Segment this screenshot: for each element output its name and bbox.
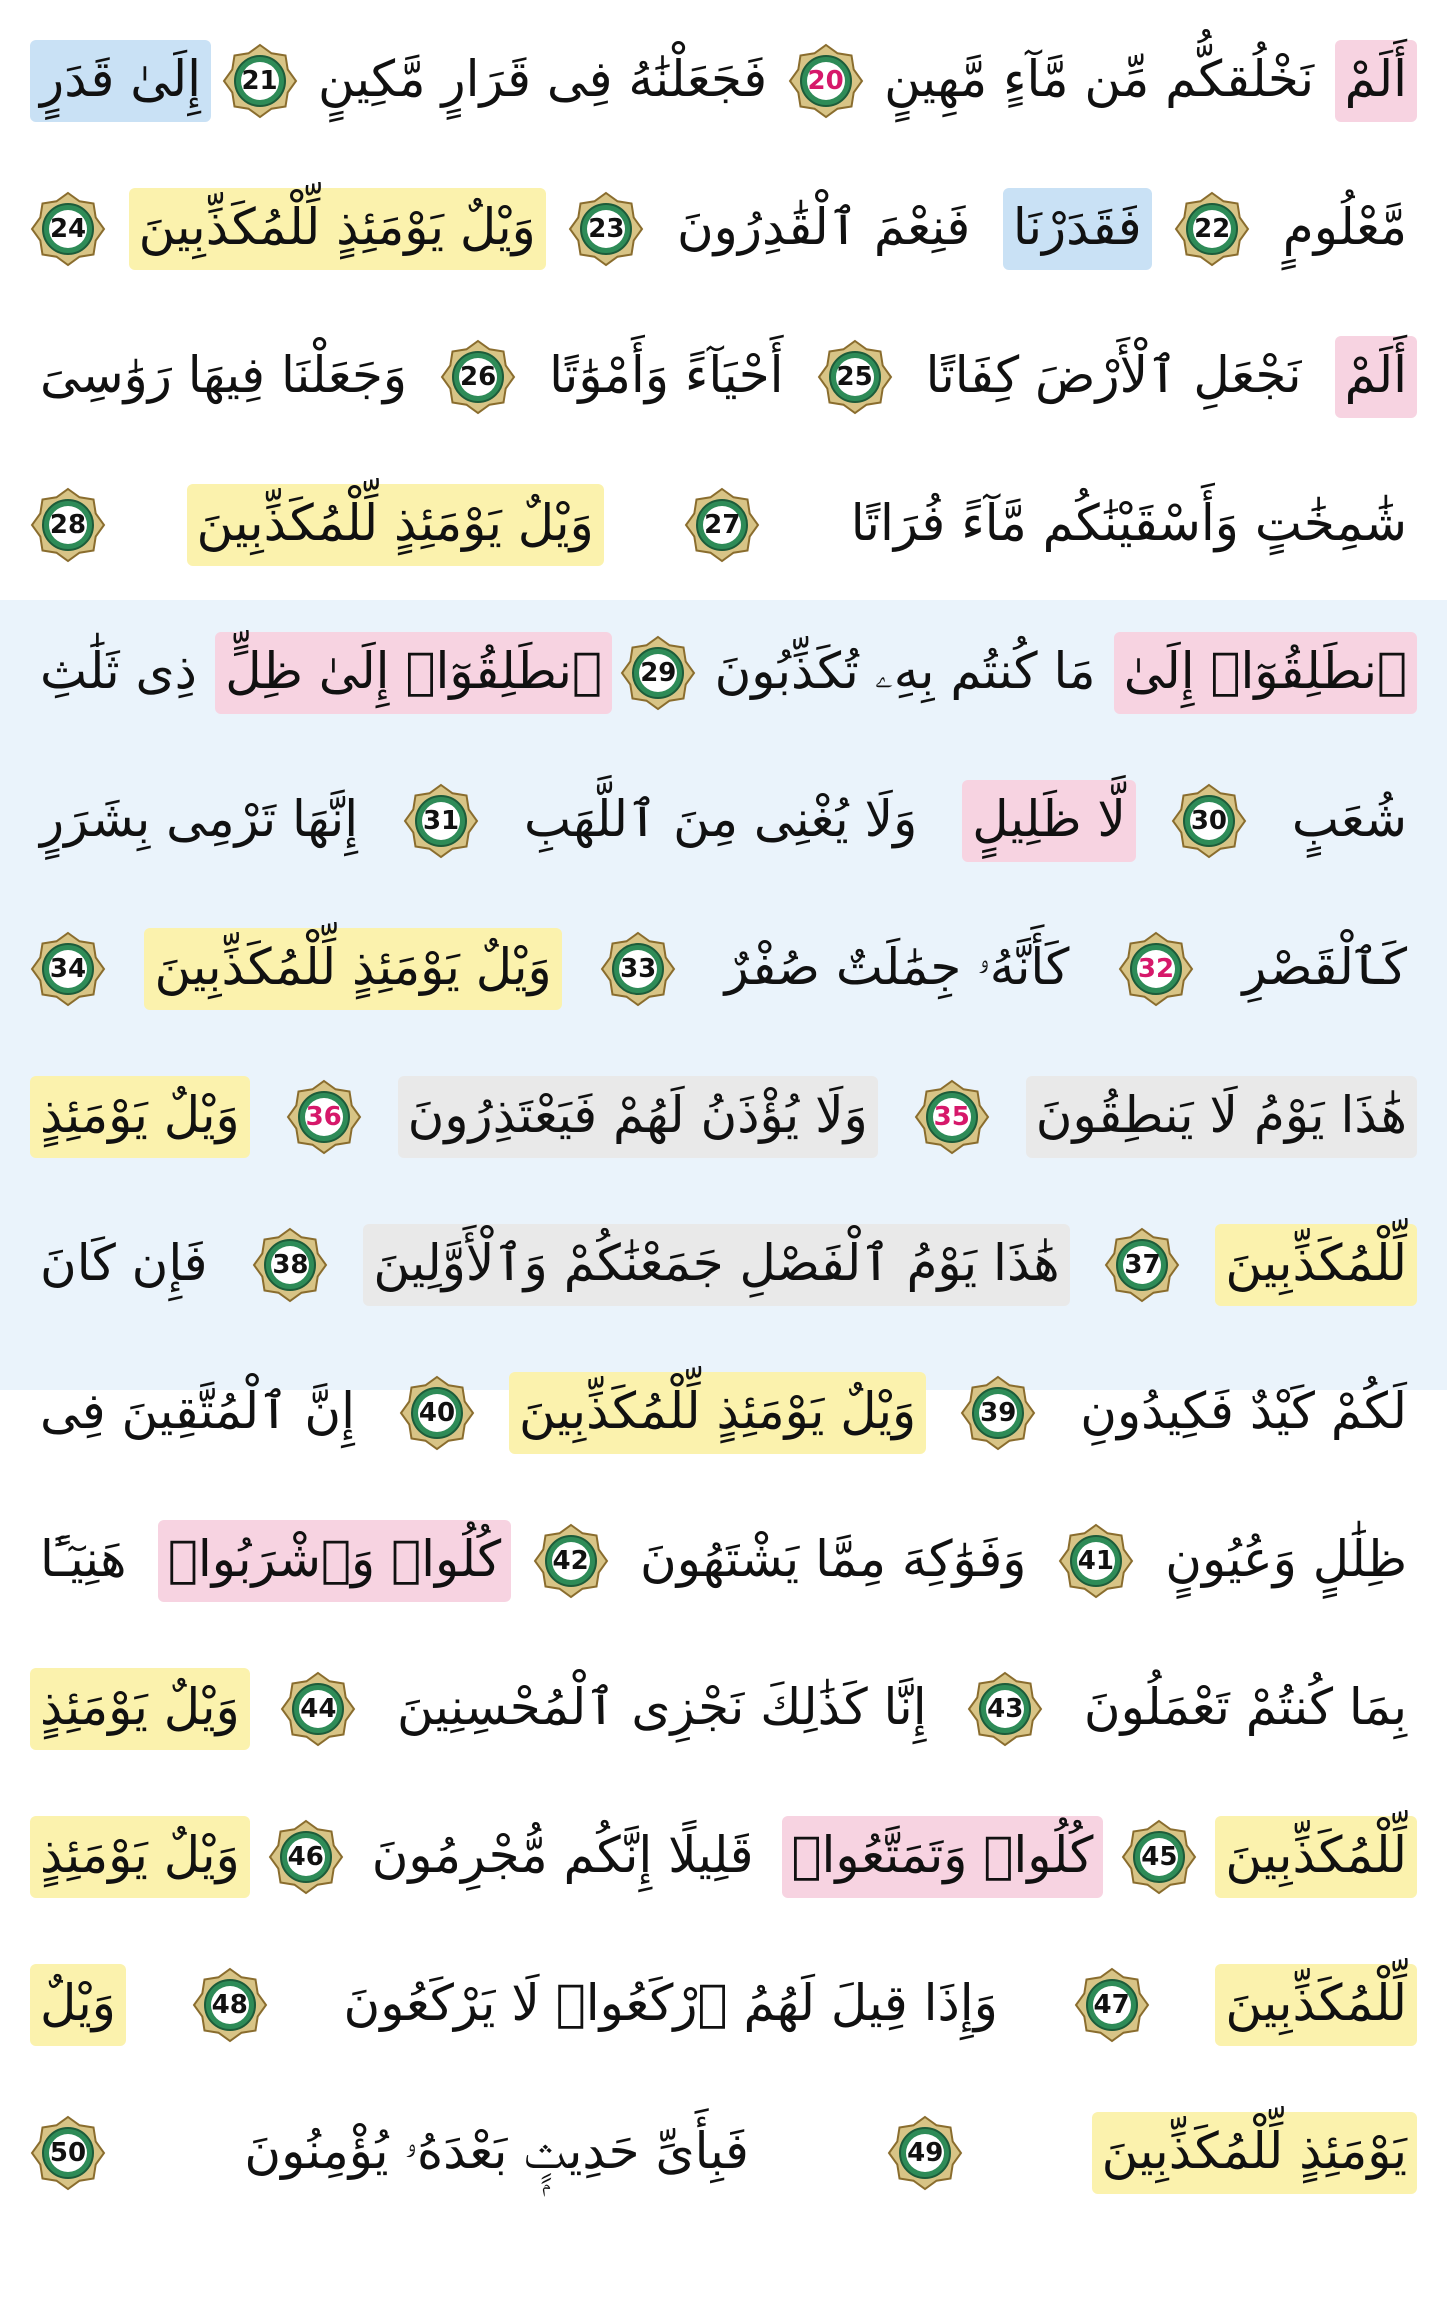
ayah-number-marker (1118, 931, 1194, 1007)
verse-line (30, 1668, 1417, 1750)
verse-line (30, 1372, 1417, 1454)
verse-text: شَٰمِخَٰتٍ وَأَسْقَيْنَٰكُم مَّآءً فُرَاتًا (850, 494, 1407, 552)
ayah-number-marker (222, 43, 298, 119)
ayah-number-marker (600, 931, 676, 1007)
highlighted-text: أَلَمْ (1335, 40, 1417, 122)
ayah-number: 43 (987, 1694, 1024, 1724)
highlighted-text: كُلُوا۟ وَتَمَتَّعُوا۟ (782, 1816, 1104, 1898)
ayah-number-marker (30, 931, 106, 1007)
ayah-number-marker (1174, 191, 1250, 267)
ayah-number: 24 (49, 214, 87, 244)
ayah-number-marker (399, 1375, 475, 1451)
verse-line (30, 1076, 1417, 1158)
highlighted-text: كُلُوا۟ وَٱشْرَبُوا۟ (158, 1520, 511, 1602)
verse-line (30, 632, 1417, 714)
ayah-number-marker (268, 1819, 344, 1895)
ayah-number: 22 (1194, 214, 1231, 244)
ayah-number: 36 (305, 1102, 342, 1132)
verse-text: ظِلَٰلٍ وَعُيُونٍ (1165, 1530, 1407, 1588)
verse-line (30, 484, 1417, 566)
verse-text: شُعَبٍ (1291, 790, 1407, 848)
verse-text: نَخْلُقكُّم مِّن مَّآءٍ مَّهِينٍ (884, 50, 1315, 108)
verse-text: هَنِيٓـًٔا (40, 1530, 127, 1588)
ayah-number: 50 (49, 2138, 87, 2168)
verse-text: وَإِذَا قِيلَ لَهُمُ ٱرْكَعُوا۟ لَا يَرْكَعُونَ (343, 1974, 998, 2032)
highlighted-text: لِّلْمُكَذِّبِينَ (1215, 1224, 1417, 1306)
ayah-number-marker (30, 487, 106, 563)
ayah-number: 31 (422, 806, 460, 836)
highlighted-text: وَيْلٌ يَوْمَئِذٍ لِّلْمُكَذِّبِينَ (129, 188, 546, 270)
highlighted-text: وَيْلٌ يَوْمَئِذٍ لِّلْمُكَذِّبِينَ (144, 928, 561, 1010)
verse-line (30, 188, 1417, 270)
verse-text: بِمَا كُنتُمْ تَعْمَلُونَ (1083, 1678, 1407, 1736)
verse-line (30, 1964, 1417, 2046)
verse-text: إِنَّهَا تَرْمِى بِشَرَرٍ (40, 790, 359, 848)
verse-line (30, 1520, 1417, 1602)
highlighted-text: ٱنطَلِقُوٓا۟ إِلَىٰ ظِلٍّ (215, 632, 612, 714)
highlighted-text: وَيْلٌ يَوْمَئِذٍ (30, 1816, 250, 1898)
highlighted-text: لَّا ظَلِيلٍ (962, 780, 1136, 862)
ayah-number: 28 (49, 510, 87, 540)
ayah-number: 30 (1190, 806, 1227, 836)
ayah-number: 25 (836, 362, 873, 392)
ayah-number: 38 (272, 1250, 309, 1280)
ayah-number: 49 (907, 2138, 944, 2168)
ayah-number: 48 (211, 1990, 248, 2020)
ayah-number: 32 (1137, 954, 1175, 984)
ayah-number: 20 (807, 66, 844, 96)
ayah-number-marker (887, 2115, 963, 2191)
verse-line (30, 40, 1417, 122)
verse-text: فَبِأَىِّ حَدِيثٍۭ بَعْدَهُۥ يُؤْمِنُونَ (244, 2122, 749, 2180)
ayah-number: 23 (588, 214, 625, 244)
highlighted-text: أَلَمْ (1335, 336, 1417, 418)
ayah-number-marker (568, 191, 644, 267)
highlighted-text: ٱنطَلِقُوٓا۟ إِلَىٰ (1114, 632, 1417, 714)
ayah-number: 33 (620, 954, 657, 984)
verse-text: قَلِيلًا إِنَّكُم مُّجْرِمُونَ (371, 1826, 754, 1884)
verse-line (30, 336, 1417, 418)
ayah-number-marker (1171, 783, 1247, 859)
verse-line (30, 1816, 1417, 1898)
ayah-number-marker (533, 1523, 609, 1599)
verse-text: فَإِن كَانَ (40, 1234, 208, 1292)
ayah-number-marker (252, 1227, 328, 1303)
verse-line (30, 2112, 1417, 2194)
ayah-number-marker (1074, 1967, 1150, 2043)
ayah-number-marker (30, 191, 106, 267)
highlighted-text: هَٰذَا يَوْمُ ٱلْفَصْلِ جَمَعْنَٰكُمْ وَٱلْأَوَّلِينَ (363, 1224, 1069, 1306)
ayah-number: 26 (460, 362, 497, 392)
ayah-number-marker (967, 1671, 1043, 1747)
verse-line (30, 780, 1417, 862)
ayah-number-marker (684, 487, 760, 563)
verse-text: إِنَّ ٱلْمُتَّقِينَ فِى (40, 1382, 355, 1440)
verse-text: إِنَّا كَذَٰلِكَ نَجْزِى ٱلْمُحْسِنِينَ (396, 1678, 927, 1736)
highlighted-text: يَوْمَئِذٍ لِّلْمُكَذِّبِينَ (1092, 2112, 1417, 2194)
verse-text: لَكُمْ كَيْدٌ فَكِيدُونِ (1080, 1382, 1407, 1440)
ayah-number: 40 (418, 1398, 456, 1428)
ayah-number-marker (817, 339, 893, 415)
ayah-number-marker (960, 1375, 1036, 1451)
ayah-number-marker (192, 1967, 268, 2043)
highlighted-text: إِلَىٰ قَدَرٍ (30, 40, 211, 122)
verse-text: مَّعْلُومٍ (1282, 198, 1407, 256)
ayah-number: 41 (1077, 1546, 1114, 1576)
highlighted-text: لِّلْمُكَذِّبِينَ (1215, 1816, 1417, 1898)
highlighted-text: وَيْلٌ يَوْمَئِذٍ (30, 1076, 250, 1158)
verse-line (30, 928, 1417, 1010)
ayah-number: 46 (287, 1842, 324, 1872)
verse-line (30, 1224, 1417, 1306)
highlighted-text: لِّلْمُكَذِّبِينَ (1215, 1964, 1417, 2046)
ayah-number-marker (286, 1079, 362, 1155)
ayah-number-marker (280, 1671, 356, 1747)
ayah-number: 34 (49, 954, 87, 984)
highlighted-text: وَيْلٌ (30, 1964, 126, 2046)
verse-text: ذِى ثَلَٰثِ (40, 642, 197, 700)
verse-text: وَلَا يُغْنِى مِنَ ٱللَّهَبِ (524, 790, 918, 848)
verse-text: مَا كُنتُم بِهِۦ تُكَذِّبُونَ (714, 642, 1096, 700)
verse-text: كَٱلْقَصْرِ (1242, 938, 1407, 996)
ayah-number: 45 (1141, 1842, 1178, 1872)
ayah-number-marker (1104, 1227, 1180, 1303)
ayah-number: 27 (704, 510, 741, 540)
verse-text: نَجْعَلِ ٱلْأَرْضَ كِفَاتًا (925, 346, 1302, 404)
highlighted-text: وَيْلٌ يَوْمَئِذٍ (30, 1668, 250, 1750)
ayah-number: 42 (552, 1546, 589, 1576)
ayah-number: 21 (241, 66, 278, 96)
ayah-number-marker (620, 635, 696, 711)
ayah-number: 44 (300, 1694, 337, 1724)
ayah-number: 39 (980, 1398, 1017, 1428)
highlighted-text: وَلَا يُؤْذَنُ لَهُمْ فَيَعْتَذِرُونَ (398, 1076, 878, 1158)
highlighted-text: هَٰذَا يَوْمُ لَا يَنطِقُونَ (1026, 1076, 1417, 1158)
ayah-number-marker (914, 1079, 990, 1155)
ayah-number-marker (1058, 1523, 1134, 1599)
verse-text: كَأَنَّهُۥ جِمَٰلَتٌ صُفْرٌ (724, 938, 1070, 996)
highlighted-text: وَيْلٌ يَوْمَئِذٍ لِّلْمُكَذِّبِينَ (187, 484, 604, 566)
ayah-number-marker (788, 43, 864, 119)
highlighted-text: وَيْلٌ يَوْمَئِذٍ لِّلْمُكَذِّبِينَ (509, 1372, 926, 1454)
ayah-number: 37 (1124, 1250, 1161, 1280)
ayah-number: 35 (933, 1102, 970, 1132)
ayah-number-marker (440, 339, 516, 415)
verse-text: فَجَعَلْنَٰهُ فِى قَرَارٍ مَّكِينٍ (318, 50, 768, 108)
ayah-number-marker (1121, 1819, 1197, 1895)
highlighted-text: فَقَدَرْنَا (1003, 188, 1152, 270)
ayah-number-marker (403, 783, 479, 859)
ayah-number: 29 (640, 658, 677, 688)
ayah-number: 47 (1093, 1990, 1130, 2020)
ayah-number-marker (30, 2115, 106, 2191)
verse-text: وَجَعَلْنَا فِيهَا رَوَٰسِىَ (40, 346, 408, 404)
verse-text: وَفَوَٰكِهَ مِمَّا يَشْتَهُونَ (640, 1530, 1027, 1588)
verse-text: فَنِعْمَ ٱلْقَٰدِرُونَ (676, 198, 971, 256)
verse-text: أَحْيَآءً وَأَمْوَٰتًا (549, 346, 784, 404)
